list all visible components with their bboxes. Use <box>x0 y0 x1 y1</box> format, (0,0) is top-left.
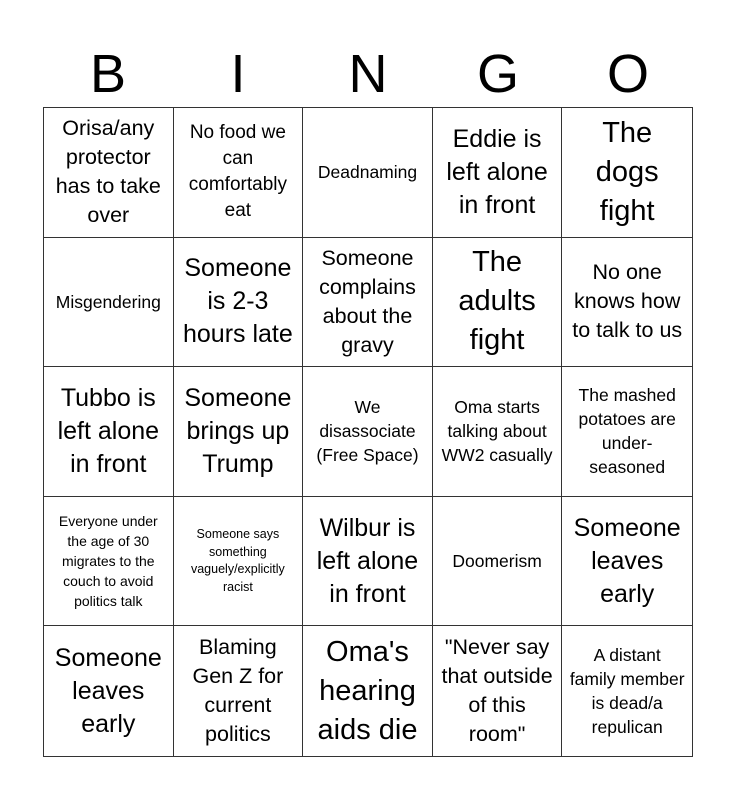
bingo-cell-r5-c1[interactable]: Someone leaves early <box>44 626 174 756</box>
bingo-cell-r5-c4[interactable]: "Never say that outside of this room" <box>433 626 563 756</box>
bingo-cell-r5-c5[interactable]: A distant family member is dead/a repulican <box>569 645 685 738</box>
bingo-cell-r1-c4[interactable]: Eddie is left alone in front <box>433 108 563 238</box>
bingo-cell-r4-c4[interactable]: Doomerism <box>433 497 563 627</box>
bingo-board <box>43 107 693 757</box>
bingo-cell-r1-c5[interactable]: The dogs fight <box>562 108 692 238</box>
header-letter-o: O <box>606 44 649 104</box>
bingo-cell-r4-c1[interactable]: Everyone under the age of 30 migrates to the couch to avoid politics talk <box>44 497 174 627</box>
bingo-cell-r2-c5[interactable]: No one knows how to talk to us <box>562 238 692 368</box>
header-letter-g: G <box>476 44 519 104</box>
bingo-cell-r3-c2[interactable]: Someone brings up Trump <box>174 367 304 497</box>
header-letter-b: B <box>89 44 127 104</box>
bingo-cell-r3-c4[interactable]: Oma starts talking about WW2 casually <box>433 367 563 497</box>
bingo-cell-r2-c2[interactable]: Someone is 2-3 hours late <box>174 238 304 368</box>
bingo-cell-r2-c3[interactable]: Someone complains about the gravy <box>303 238 433 368</box>
bingo-cell-r3-c5[interactable]: The mashed potatoes are under-seasoned <box>562 367 692 497</box>
bingo-cell-r1-c3[interactable]: Deadnaming <box>303 108 433 238</box>
bingo-cell-r4-c2[interactable]: Someone says something vaguely/explicitly racist <box>174 497 304 627</box>
bingo-cell-r3-c1[interactable]: Tubbo is left alone in front <box>44 367 174 497</box>
bingo-cell-r2-c1[interactable]: Misgendering <box>44 238 174 368</box>
bingo-cell-r4-c5[interactable]: Someone leaves early <box>562 497 692 627</box>
bingo-cell-r3-c3-free-space[interactable]: We disassociate (Free Space) <box>303 367 433 497</box>
bingo-cell-r1-c1[interactable]: Orisa/any protector has to take over <box>44 108 174 238</box>
header-letter-i: I <box>230 44 246 104</box>
bingo-cell-r2-c4[interactable]: The adults fight <box>433 238 563 368</box>
bingo-cell-r1-c2[interactable]: No food we can comfortably eat <box>174 108 304 238</box>
bingo-header <box>43 42 693 106</box>
bingo-cell-r5-c3[interactable]: Oma's hearing aids die <box>303 626 433 756</box>
bingo-cell-r5-c2[interactable]: Blaming Gen Z for current politics <box>174 626 304 756</box>
bingo-cell-r4-c3[interactable]: Wilbur is left alone in front <box>303 497 433 627</box>
header-letter-n: N <box>348 44 388 104</box>
